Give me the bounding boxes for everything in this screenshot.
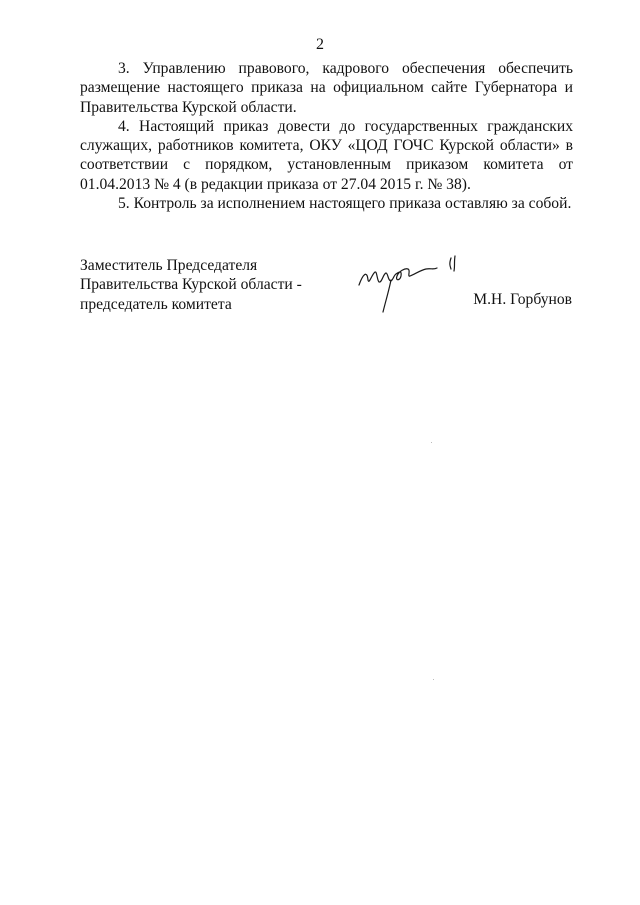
signer-name: М.Н. Горбунов — [473, 291, 572, 308]
handwritten-signature — [355, 252, 465, 314]
signer-position — [80, 256, 302, 314]
paragraph-4: 4. Настоящий приказ довести до государственных гражданских служащих, работников комитета, ОКУ «ЦОД ГОЧС Курской области» в соответствии с порядком, установленным приказом комитета от 01.04.2013 № 4 (в редакции приказа от 27.04 2015 г. № 38). — [80, 117, 573, 193]
signer-position-line: Заместитель Председателя — [80, 257, 258, 274]
signer-position-line: Правительства Курской области - — [80, 276, 302, 294]
paragraph-3: 3. Управлению правового, кадрового обеспечения обеспечить размещение настоящего приказа на официальном сайте Губернатора и Правительства Курской области. — [80, 60, 573, 116]
signer-position-line: председатель комитета — [80, 295, 232, 313]
order-body — [80, 59, 573, 213]
page-number: 2 — [316, 36, 324, 53]
scan-speck — [431, 442, 432, 443]
scan-speck — [433, 679, 434, 680]
paragraph-5: 5. Контроль за исполнением настоящего приказа оставляю за собой. — [118, 195, 572, 213]
